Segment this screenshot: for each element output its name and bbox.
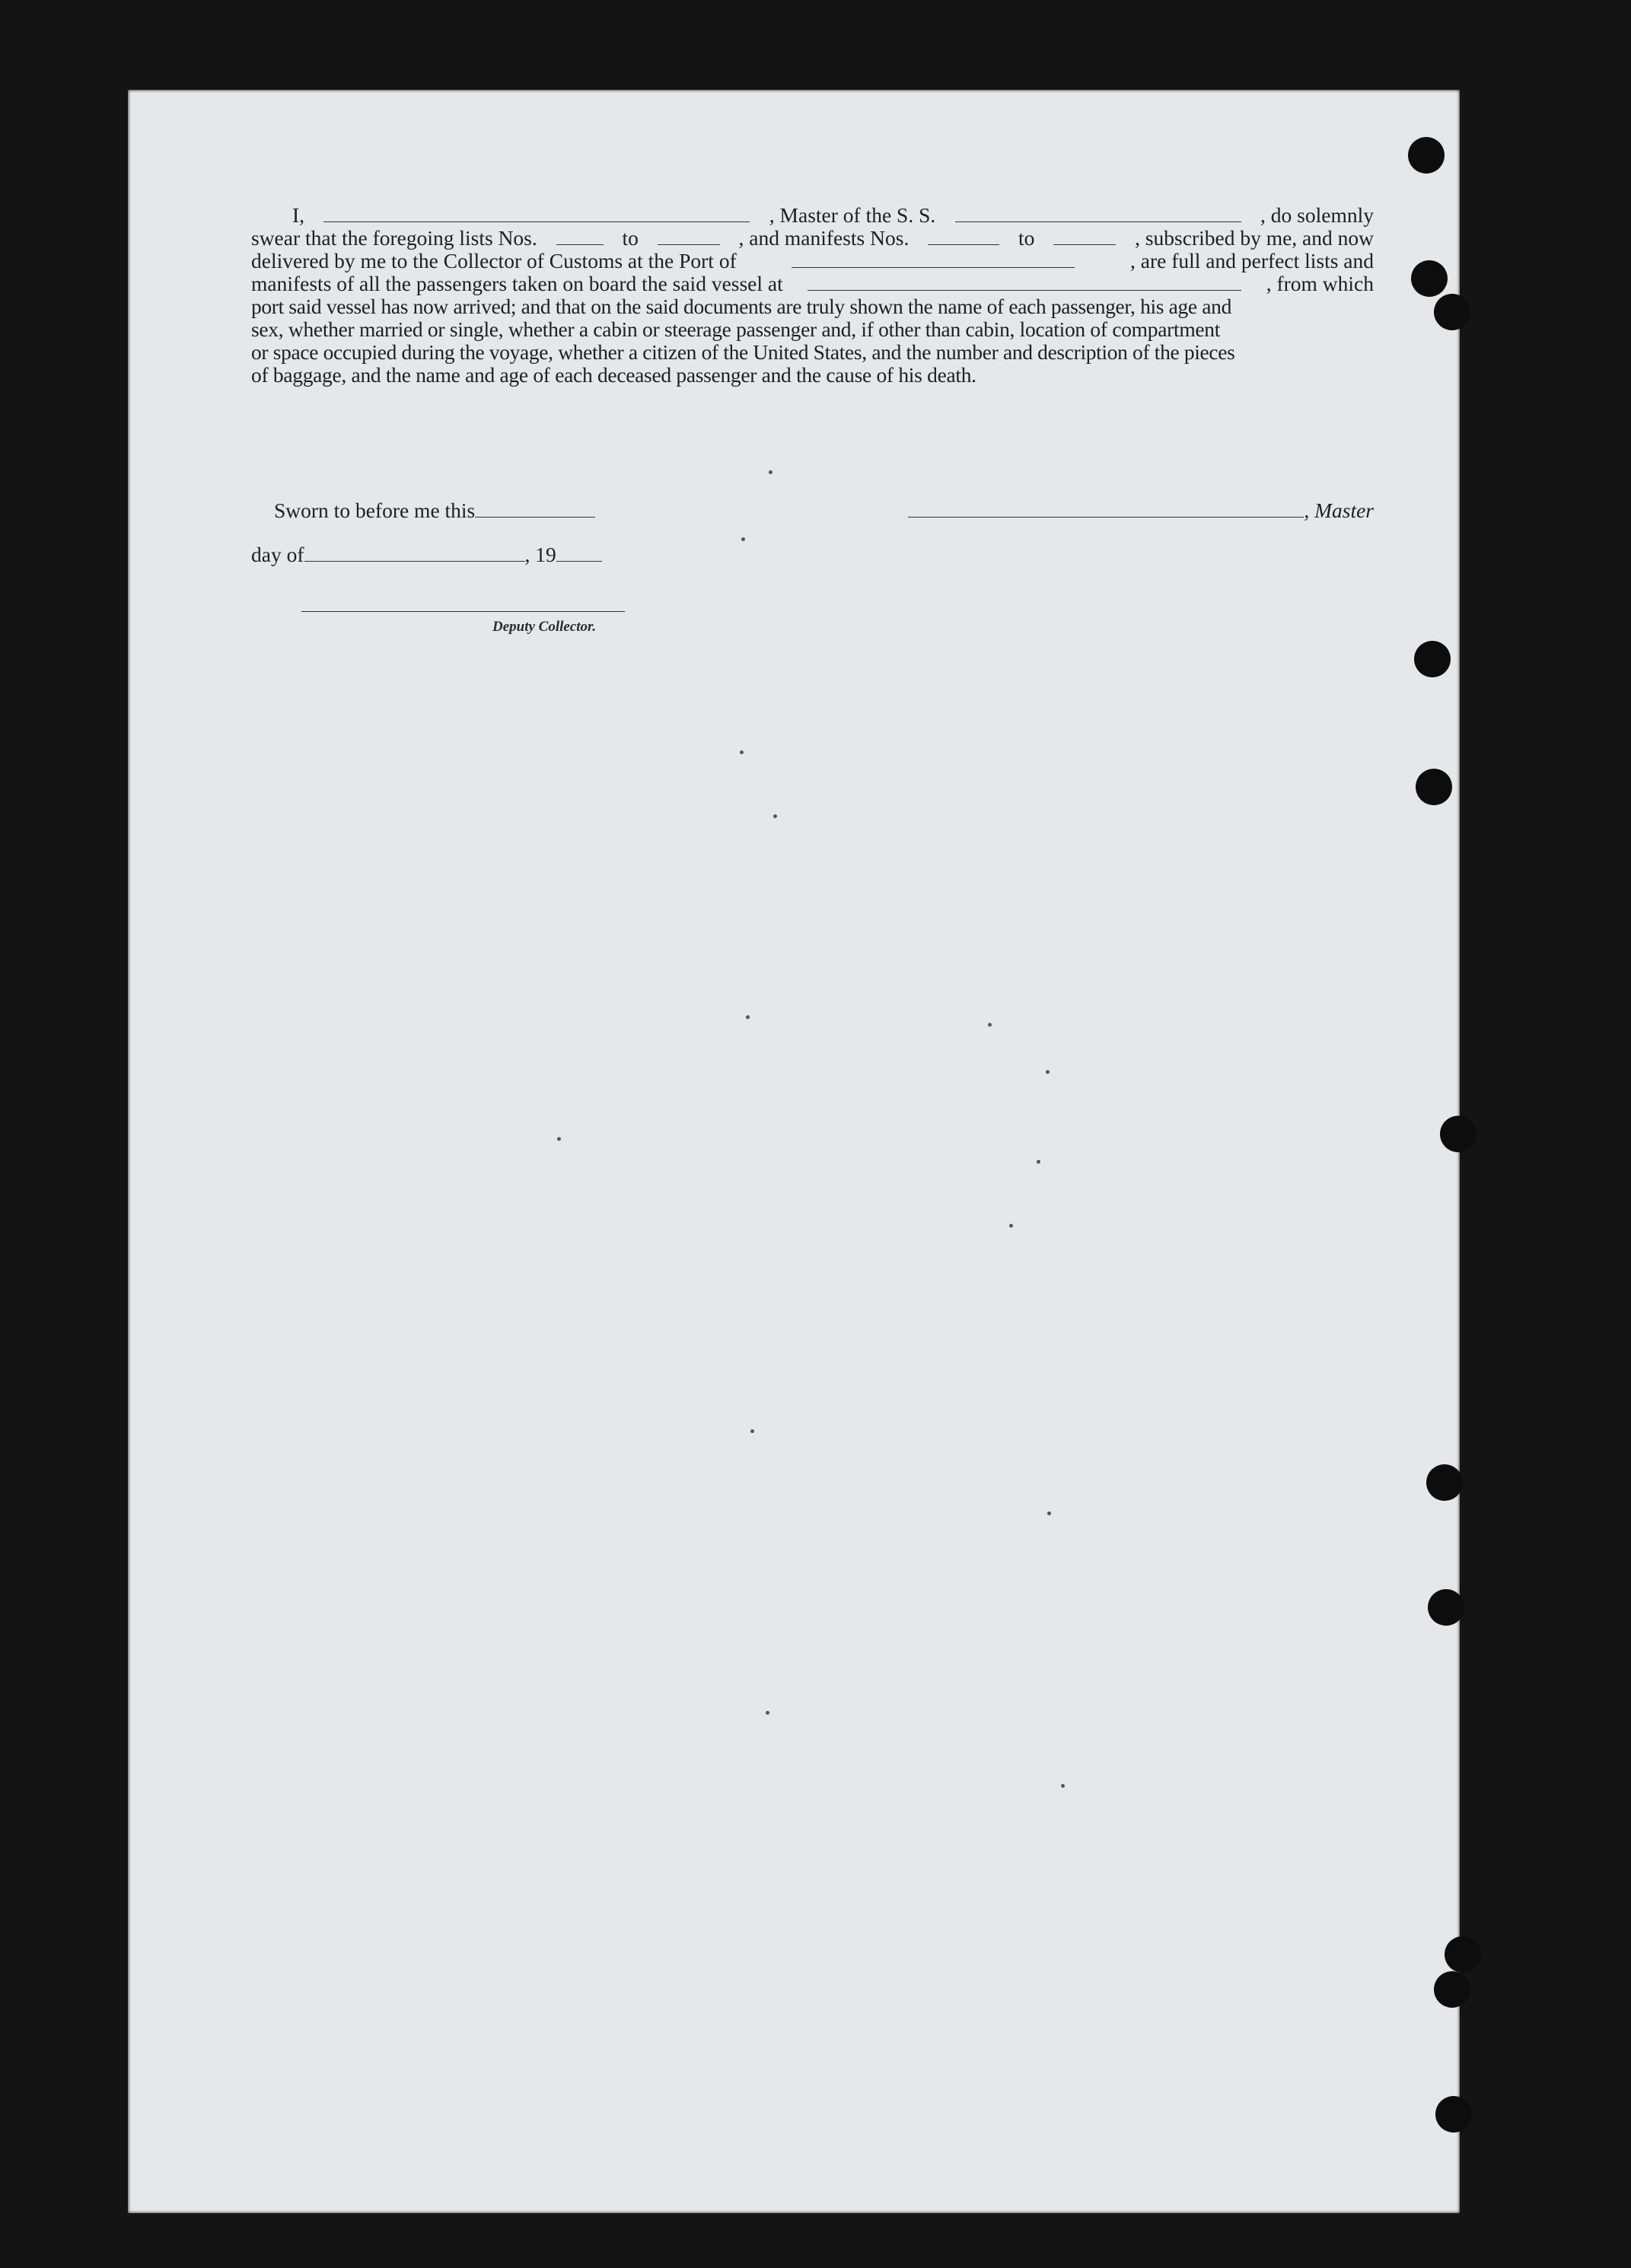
punch-hole: [1428, 1589, 1464, 1626]
oath-text: , Master of the S. S.: [769, 203, 936, 227]
day-row: [251, 543, 602, 567]
punch-hole: [1408, 137, 1445, 174]
punch-hole: [1440, 1116, 1477, 1152]
oath-text: delivered by me to the Collector of Customs at the Port of: [251, 249, 737, 272]
oath-line: [251, 272, 1374, 295]
oath-text: to: [1018, 226, 1035, 250]
oath-text: , from which: [1266, 272, 1374, 295]
manifests-from-field: [928, 228, 999, 245]
master-name-field: [323, 205, 750, 222]
sworn-label: [274, 499, 595, 523]
speck: [766, 1711, 769, 1715]
lists-to-field: [658, 228, 720, 245]
oath-text: swear that the foregoing lists Nos.: [251, 226, 537, 250]
punch-hole: [1434, 294, 1470, 330]
punch-hole: [1434, 1971, 1470, 2008]
deputy-collector-label: Deputy Collector.: [492, 619, 597, 635]
oath-text: manifests of all the passengers taken on board the said vessel at: [251, 272, 783, 295]
manifests-to-field: [1053, 228, 1116, 245]
speck: [740, 750, 744, 754]
oath-text: sex, whether married or single, whether a cabin or steerage passenger and, if other than cabin, location of compartment: [251, 317, 1221, 341]
speck: [988, 1023, 992, 1027]
oath-text: I,: [292, 203, 305, 227]
sworn-day-field: [475, 500, 595, 518]
ship-name-field: [955, 205, 1241, 222]
oath-text: , subscribed by me, and now: [1135, 226, 1374, 250]
speck: [557, 1137, 561, 1141]
punch-hole: [1411, 260, 1448, 297]
day-text: day of: [251, 543, 304, 566]
speck: [746, 1015, 750, 1019]
oath-text: , do solemnly: [1260, 203, 1374, 227]
oath-paragraph: [251, 204, 1374, 387]
punch-hole: [1416, 769, 1452, 805]
oath-text: or space occupied during the voyage, whether a citizen of the United States, and the number and description of the pieces: [251, 340, 1235, 364]
master-label: , Master: [1304, 499, 1374, 522]
master-signature: [908, 499, 1374, 523]
speck: [1061, 1784, 1065, 1788]
oath-text: , are full and perfect lists and: [1130, 249, 1374, 272]
deputy-signature-line: [301, 611, 625, 612]
speck: [1046, 1070, 1050, 1074]
speck: [773, 814, 777, 818]
oath-line: [251, 227, 1374, 250]
oath-line: [251, 204, 1374, 227]
speck: [1037, 1160, 1040, 1164]
year-text: , 19: [524, 543, 556, 566]
punch-hole: [1435, 2096, 1472, 2133]
punch-hole: [1426, 1464, 1463, 1501]
speck: [1009, 1224, 1013, 1228]
master-signature-field: [908, 500, 1304, 518]
oath-line: [251, 364, 1374, 387]
departure-port-field: [808, 273, 1241, 291]
punch-hole: [1445, 1936, 1481, 1973]
speck: [769, 470, 772, 474]
oath-line: [251, 295, 1374, 318]
speck: [750, 1429, 754, 1433]
sworn-text: Sworn to before me this: [274, 499, 476, 522]
oath-text: to: [622, 226, 639, 250]
month-field: [304, 544, 525, 562]
speck: [1047, 1511, 1051, 1515]
oath-text: of baggage, and the name and age of each deceased passenger and the cause of his death.: [251, 363, 976, 387]
oath-line: [251, 318, 1374, 341]
lists-from-field: [556, 228, 604, 245]
oath-text: , and manifests Nos.: [738, 226, 909, 250]
year-field: [556, 544, 602, 562]
punch-hole: [1414, 641, 1451, 677]
oath-text: port said vessel has now arrived; and that on the said documents are truly shown the name of each passenger, his age and: [251, 295, 1231, 318]
port-field: [792, 250, 1075, 268]
oath-line: [251, 250, 1374, 272]
oath-line: [251, 341, 1374, 364]
speck: [741, 537, 745, 541]
document-page: [128, 90, 1460, 2213]
